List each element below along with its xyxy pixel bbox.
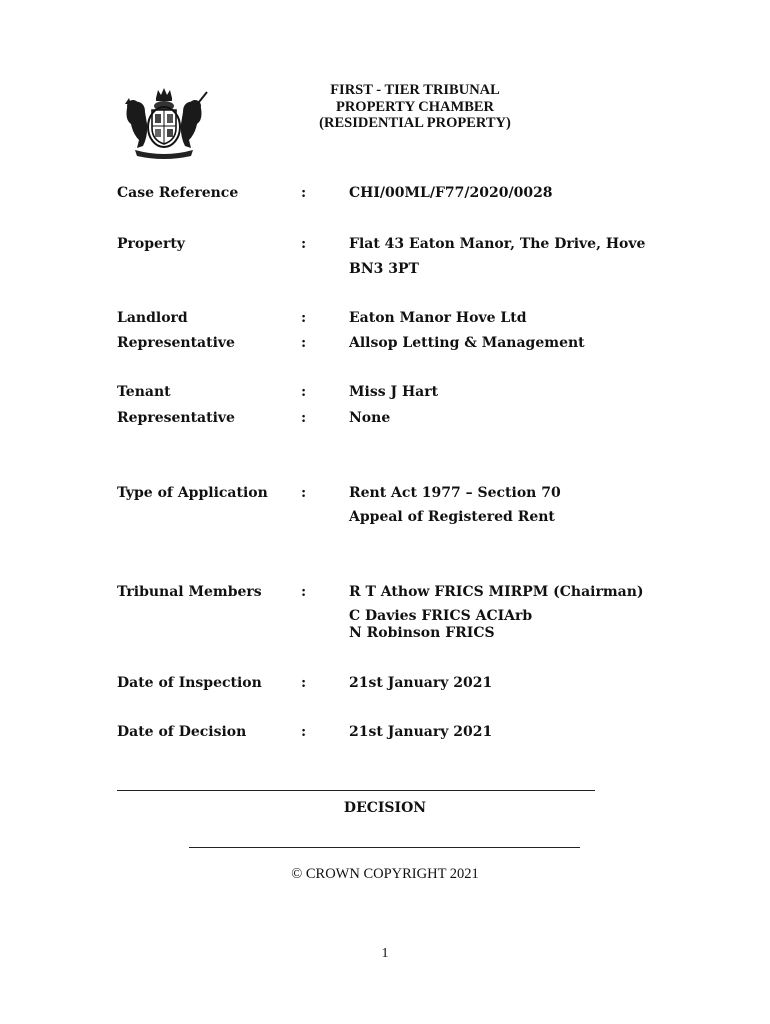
header-line-3: (RESIDENTIAL PROPERTY) [319,115,511,131]
colon: : [301,335,307,351]
colon: : [301,724,307,740]
colon: : [301,410,307,426]
property-label: Property [117,236,185,252]
type-of-application-label: Type of Application [117,485,268,501]
colon: : [301,236,307,252]
date-of-decision-label: Date of Decision [117,724,247,740]
colon: : [301,185,307,201]
tribunal-member-3: N Robinson FRICS [349,625,495,641]
header-line-2: PROPERTY CHAMBER [335,98,495,115]
type-of-application-value-line-1: Rent Act 1977 – Section 70 [349,485,561,501]
copyright-notice: © CROWN COPYRIGHT 2021 [291,866,479,882]
landlord-representative-label: Representative [117,335,235,351]
tenant-representative-label: Representative [117,410,235,426]
tribunal-member-1: R T Athow FRICS MIRPM (Chairman) [349,584,644,600]
date-of-decision-value: 21st January 2021 [349,724,493,740]
divider-top [117,790,595,791]
property-value-line-1: Flat 43 Eaton Manor, The Drive, Hove [349,236,646,252]
colon: : [301,384,307,400]
page-number: 1 [381,946,389,961]
tribunal-header [260,82,570,132]
colon: : [301,485,307,501]
date-of-inspection-label: Date of Inspection [117,675,262,691]
decision-title: DECISION [343,800,427,816]
case-reference-label: Case Reference [117,185,239,201]
date-of-inspection-value: 21st January 2021 [349,675,493,691]
type-of-application-value-line-2: Appeal of Registered Rent [349,509,555,525]
divider-bottom [189,847,580,848]
tenant-value: Miss J Hart [349,384,439,400]
colon: : [301,675,307,691]
landlord-label: Landlord [117,310,188,326]
header-line-1: FIRST - TIER TRIBUNAL [330,82,500,98]
tenant-representative-value: None [349,410,391,426]
landlord-representative-value: Allsop Letting & Management [349,335,585,351]
colon: : [301,584,307,600]
tenant-label: Tenant [117,384,171,400]
landlord-value: Eaton Manor Hove Ltd [349,310,527,326]
royal-coat-of-arms-icon [117,84,211,162]
tribunal-member-2: C Davies FRICS ACIArb [349,608,533,624]
colon: : [301,310,307,326]
property-value-line-2: BN3 3PT [349,261,419,277]
tribunal-members-label: Tribunal Members [117,584,262,600]
case-reference-value: CHI/00ML/F77/2020/0028 [349,185,553,201]
